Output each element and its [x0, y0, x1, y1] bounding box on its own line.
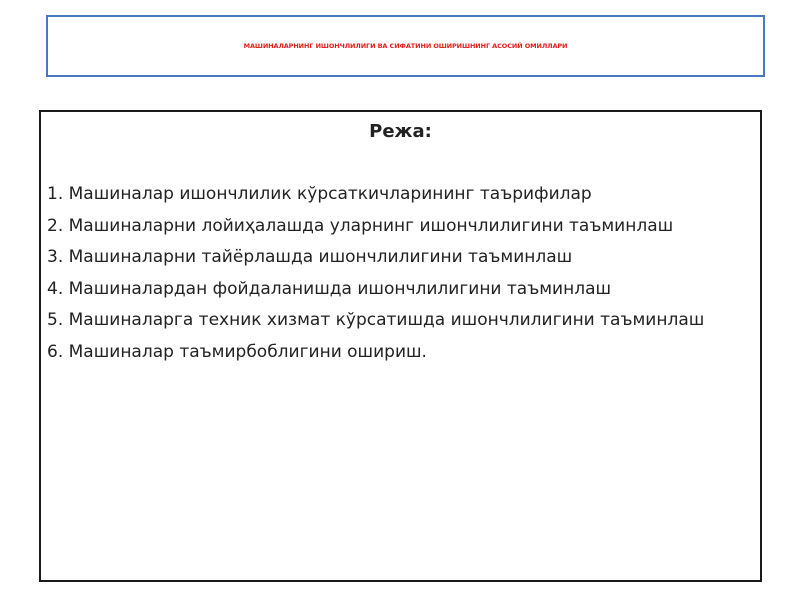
- plan-item-6: 6. Машиналар таъмирбоблигини ошириш.: [47, 341, 427, 362]
- plan-item-4: 4. Машиналардан фойдаланишда ишончлилигини таъминлаш: [47, 278, 612, 299]
- plan-item-2: 2. Машиналарни лойиҳалашда уларнинг ишончлилигини таъминлаш: [47, 215, 674, 236]
- plan-heading: Режа:: [369, 121, 432, 142]
- slide-title: МАШИНАЛАРНИНГ ИШОНЧЛИЛИГИ ВА СИФАТИНИ ОШИРИШНИНГ АСОСИЙ ОМИЛЛАРИ: [243, 42, 568, 50]
- title-box: [46, 15, 765, 77]
- plan-list: [47, 179, 704, 369]
- plan-item-1: 1. Машиналар ишончлилик кўрсаткичларининг таърифилар: [47, 184, 592, 204]
- plan-item-5: 5. Машиналарга техник хизмат кўрсатишда ишончлилигини таъминлаш: [47, 310, 705, 331]
- content-box: [39, 110, 762, 582]
- plan-item-3: 3. Машиналарни тайёрлашда ишончлилигини таъминлаш: [47, 247, 573, 268]
